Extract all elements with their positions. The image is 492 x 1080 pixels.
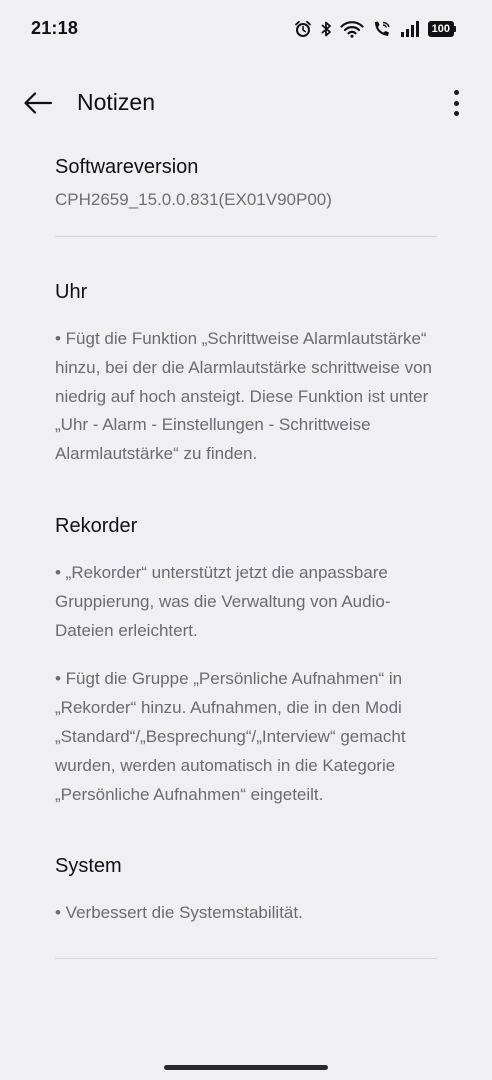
- software-version-block: [55, 154, 437, 236]
- status-icons: [294, 17, 456, 41]
- signal-icon: [400, 20, 420, 38]
- section-system: [55, 809, 437, 928]
- section-rekorder: [55, 469, 437, 809]
- release-notes: [55, 150, 437, 959]
- section-uhr: [55, 237, 437, 469]
- page-title: Notizen: [77, 89, 155, 115]
- status-bar: [0, 0, 492, 58]
- section-title: Rekorder: [55, 514, 138, 537]
- status-time: 21:18: [31, 18, 79, 38]
- software-version-value: CPH2659_15.0.0.831(EX01V90P00): [55, 190, 332, 209]
- bluetooth-icon: [320, 20, 332, 38]
- home-indicator[interactable]: [164, 1065, 328, 1070]
- more-vertical-icon: [454, 90, 459, 95]
- divider: [55, 958, 437, 959]
- back-arrow-icon: [23, 91, 53, 115]
- battery-level: 100: [428, 21, 454, 37]
- more-options-button[interactable]: [446, 87, 466, 119]
- wifi-calling-icon: [372, 20, 392, 38]
- software-version-title: Softwareversion: [55, 156, 199, 178]
- wifi-icon: [340, 20, 364, 38]
- battery-icon: [428, 21, 456, 37]
- app-bar: [0, 75, 492, 131]
- section-title: System: [55, 855, 122, 878]
- section-bullet: • Fügt die Funktion „Schrittweise Alarmlautstärke“ hinzu, bei der die Alarmlautstärke schrittweise von niedrig auf hoch ansteigt. Diese Funktion ist unter „Uhr - Alarm - Einstellungen - Schrittweise Alarmlautstärke“ zu finden.: [55, 329, 433, 464]
- section-bullet: • „Rekorder“ unterstützt jetzt die anpassbare Gruppierung, was die Verwaltung von Audio-Dateien erleichtert.: [55, 562, 391, 640]
- section-bullet: • Fügt die Gruppe „Persönliche Aufnahmen“ in „Rekorder“ hinzu. Aufnahmen, die in den Modi „Standard“/„Besprechung“/„Interview“ gemacht wurden, werden automatisch in die Kategorie „Persönliche Aufnahmen“ eingeteilt.: [55, 669, 406, 804]
- section-bullet: • Verbessert die Systemstabilität.: [55, 903, 303, 923]
- back-button[interactable]: [18, 85, 58, 121]
- alarm-icon: [294, 20, 312, 38]
- section-title: Uhr: [55, 281, 88, 303]
